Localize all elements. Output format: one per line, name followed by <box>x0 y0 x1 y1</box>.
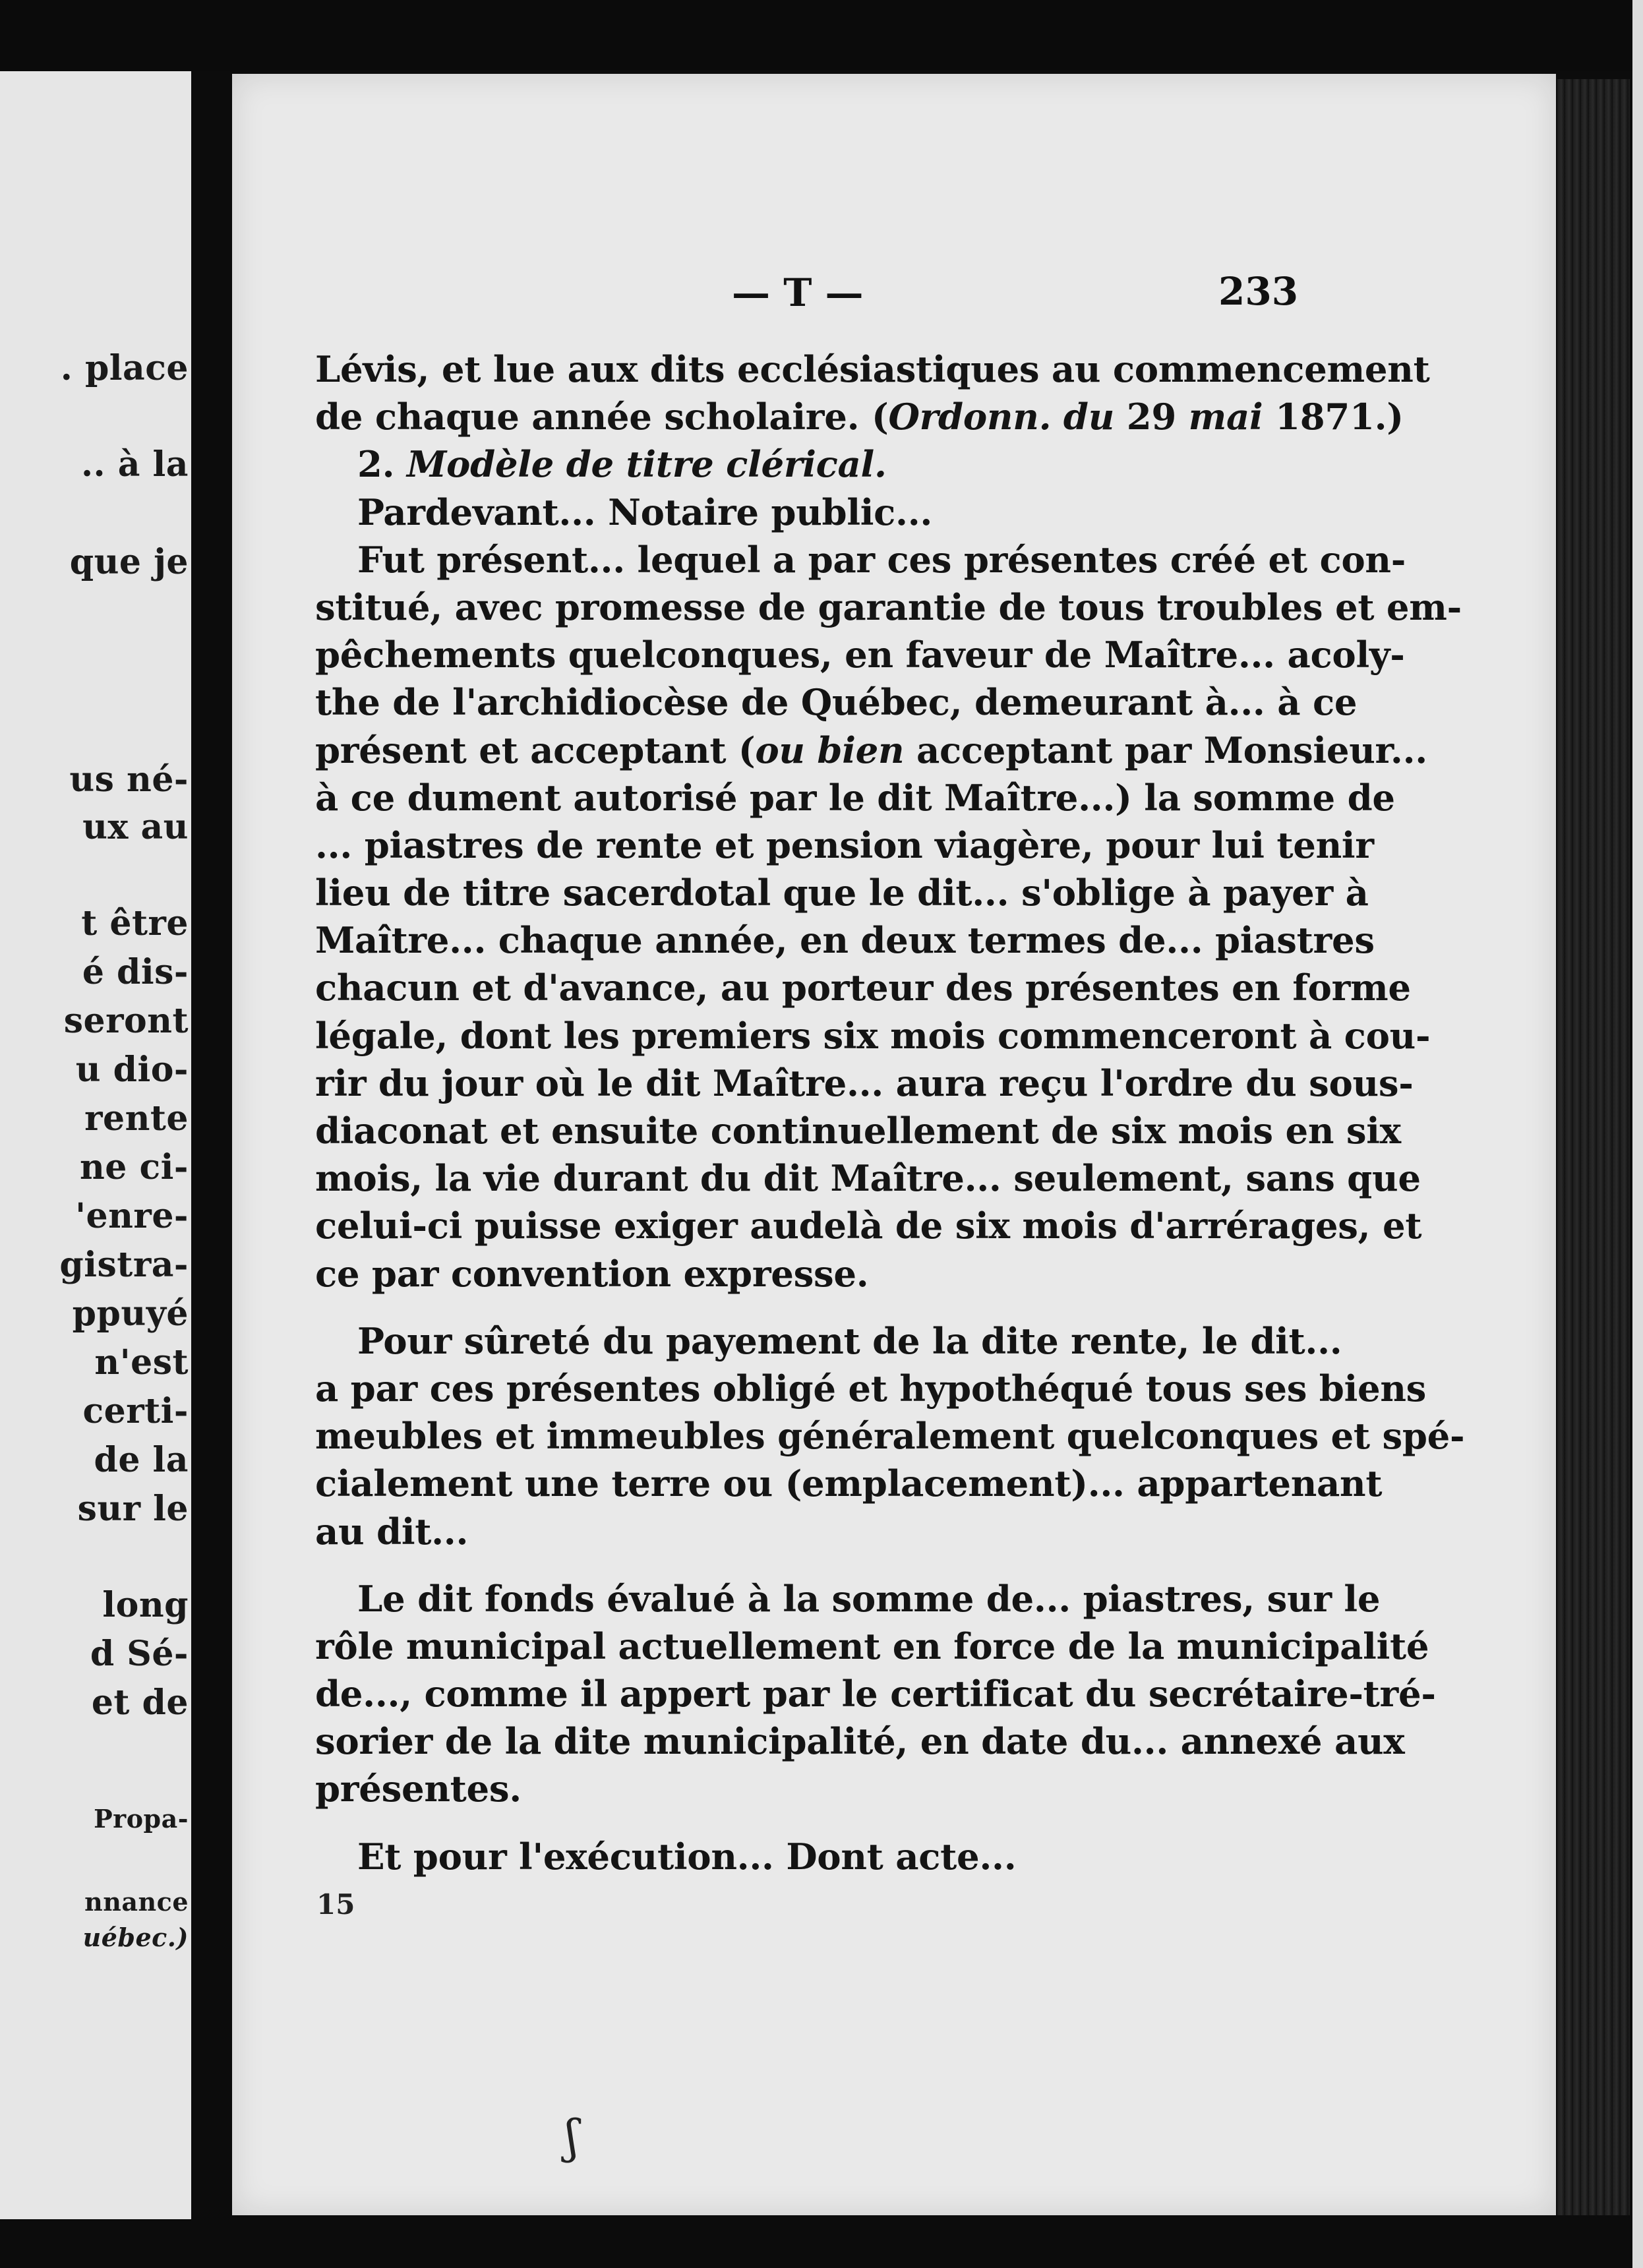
left-page-fragment: certi- <box>82 1391 189 1431</box>
text-line: Fut présent... lequel a par ces présentes créé et con- <box>357 538 1406 581</box>
text-line: celui-ci puisse exiger audelà de six mois d'arrérages, et <box>315 1205 1422 1247</box>
text-line: a par ces présentes obligé et hypothéqué tous ses biens <box>315 1367 1427 1410</box>
left-page-fragment: ne ci- <box>80 1147 189 1187</box>
left-page-fragment: Propa- <box>94 1804 189 1834</box>
text-line: Lévis, et lue aux dits ecclésiastiques au commencement <box>315 348 1430 390</box>
left-page-fragment: nnance <box>84 1887 189 1917</box>
left-page-fragment: d Sé- <box>90 1634 189 1674</box>
text-line: pêchements quelconques, en faveur de Maître... acoly- <box>315 634 1405 676</box>
section-heading: 2. Modèle de titre clérical. <box>357 443 887 486</box>
scan-top-border <box>0 0 1643 71</box>
book-edge <box>1557 79 1630 2215</box>
text-line: Le dit fonds évalué à la somme de... piastres, sur le <box>357 1577 1381 1620</box>
text-line: sorier de la dite municipalité, en date du... annexé aux <box>315 1720 1405 1763</box>
left-page-fragment: long <box>102 1585 189 1625</box>
left-page-fragment: gistra- <box>59 1245 189 1285</box>
left-page-fragment: sur le <box>77 1489 189 1529</box>
paragraph-gap <box>315 1813 1279 1833</box>
left-page-fragment: seront <box>63 1001 189 1041</box>
scan-edge-strip <box>1632 0 1643 2268</box>
left-page-fragment: 'enre- <box>75 1196 189 1236</box>
left-page-fragment: uébec.) <box>82 1923 189 1952</box>
text-line: rir du jour où le dit Maître... aura reçu l'ordre du sous- <box>315 1061 1414 1104</box>
left-page-fragment: n'est <box>94 1342 189 1383</box>
left-page-fragment: et de <box>91 1683 189 1723</box>
text-line: présent et acceptant (ou bien acceptant par Monsieur... <box>315 729 1427 771</box>
left-page-fragment: rente <box>84 1098 189 1139</box>
text-line: à ce dument autorisé par le dit Maître...) la somme de <box>315 776 1395 819</box>
text-line: Pour sûreté du payement de la dite rente, le dit... <box>357 1319 1342 1362</box>
section-header: — T — <box>732 270 864 315</box>
left-page-fragment: u dio- <box>75 1050 189 1090</box>
left-page-fragment: ux au <box>82 807 189 847</box>
text-line: présentes. <box>315 1768 522 1810</box>
signature-mark: 15 <box>316 1888 355 1921</box>
left-page-fragment: t être <box>81 903 189 943</box>
left-page-fragment: é dis- <box>82 952 189 992</box>
page-body <box>315 345 1465 1880</box>
text-line: Maître... chaque année, en deux termes de... piastres <box>315 919 1375 962</box>
left-page-fragment: de la <box>94 1440 189 1480</box>
text-line: de..., comme il appert par le certificat du secrétaire-tré- <box>315 1673 1436 1716</box>
left-facing-page <box>0 71 191 2219</box>
page-number: 233 <box>1218 269 1299 314</box>
text-line: meubles et immeubles généralement quelconques et spé- <box>315 1415 1465 1458</box>
text-line: diaconat et ensuite continuellement de six mois en six <box>315 1110 1401 1152</box>
text-line: chacun et d'avance, au porteur des présentes en forme <box>315 967 1411 1009</box>
text-line: ... piastres de rente et pension viagère, pour lui tenir <box>315 823 1374 866</box>
text-line-citation: de chaque année scholaire. (Ordonn. du 29 mai 1871.) <box>315 396 1404 438</box>
text-line: cialement une terre ou (emplacement)... appartenant <box>315 1462 1383 1505</box>
paragraph-gap <box>315 1555 1279 1575</box>
text-line: rôle municipal actuellement en force de la municipalité <box>315 1625 1429 1667</box>
text-line: mois, la vie durant du dit Maître... seulement, sans que <box>315 1157 1421 1200</box>
text-line: légale, dont les premiers six mois commenceront à cou- <box>315 1014 1431 1057</box>
left-page-fragment: us né- <box>69 760 189 800</box>
ink-blot-mark: ʃ <box>566 2110 579 2164</box>
text-line: Pardevant... Notaire public... <box>357 491 933 533</box>
left-page-fragment: que je <box>69 542 189 582</box>
left-page-fragment: .. à la <box>80 444 189 485</box>
left-page-fragment: . place <box>60 348 189 388</box>
text-line: lieu de titre sacerdotal que le dit... s'oblige à payer à <box>315 872 1369 914</box>
left-page-fragment: ppuyé <box>72 1294 189 1334</box>
text-line: au dit... <box>315 1510 469 1553</box>
text-line: Et pour l'exécution... Dont acte... <box>357 1835 1017 1878</box>
text-line: ce par convention expresse. <box>315 1252 869 1295</box>
text-line: the de l'archidiocèse de Québec, demeurant à... à ce <box>315 681 1358 724</box>
paragraph-gap <box>315 1298 1279 1317</box>
text-line: stitué, avec promesse de garantie de tous troubles et em- <box>315 585 1462 628</box>
